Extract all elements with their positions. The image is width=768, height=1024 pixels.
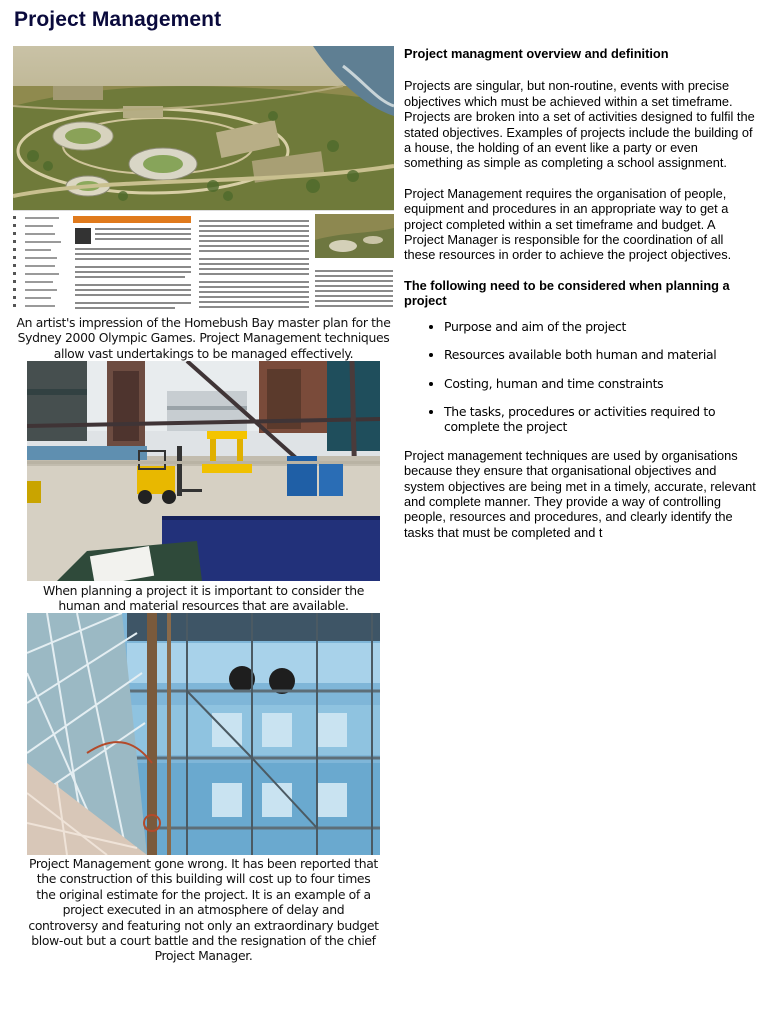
article-paragraph-definition: Projects are singular, but non-routine, events with precise objectives which must be achieved within a set timeframe. Projects are broken into a set of activities designed to fulfil the stated objectives. Examples of projects include the building of a house, the holding of an event like a party or even something as simple as completing a school assignment. [404,78,755,171]
list-item: • Purpose and aim of the project [444,319,756,334]
plan-document-clipping [13,210,394,314]
article-paragraph-requirements: Project Management requires the organisation of people, equipment and procedures in an appropriate way to get a project completed within a set timeframe and budget. A Project Manager is responsible for the coordination of all these resources in order to achieve the project objectives. [404,185,732,263]
figure-caption-master-plan: An artist's impression of the Homebush Bay master plan for the Sydney 2000 Olympic Games. Project Management techniques allow vast undertakings to be managed effectively. [16,315,391,361]
considerations-list [404,319,756,435]
homebush-bay-master-plan-image [13,46,394,314]
figure-caption-resources: When planning a project it is important to consider the human and material resources that are available. [42,583,365,614]
figure-caption-gone-wrong: Project Management gone wrong. It has been reported that the construction of this building will cost up to four times the original estimate for the project. It is an example of a project executed in an atmosphere of delay and controversy and featuring not only an extraordinary budget blow-out but a court battle and the resignation of the chief Project Manager. [28,856,379,964]
list-item: • Costing, human and time constraints [444,376,756,391]
article-heading: Project managment overview and definition [404,46,669,61]
construction-site-forklift-image [27,361,380,581]
page-title: Project Management [14,8,222,31]
aerial-illustration [13,46,394,210]
article-subheading: The following need to be considered when planning a project [404,277,730,309]
list-item: • Resources available both human and material [444,347,756,362]
article-column [404,46,756,540]
article-paragraph-techniques: Project management techniques are used by organisations because they ensure that organisational objectives and system objectives are being met in a timely, accurate, relevant and complete manner. They provide a way of controlling people, resources and procedures, and clearly identify the tasks that must be completed and t [404,447,756,540]
building-scaffolding-image [27,613,380,855]
list-item: • The tasks, procedures or activities required to complete the project [444,404,756,435]
